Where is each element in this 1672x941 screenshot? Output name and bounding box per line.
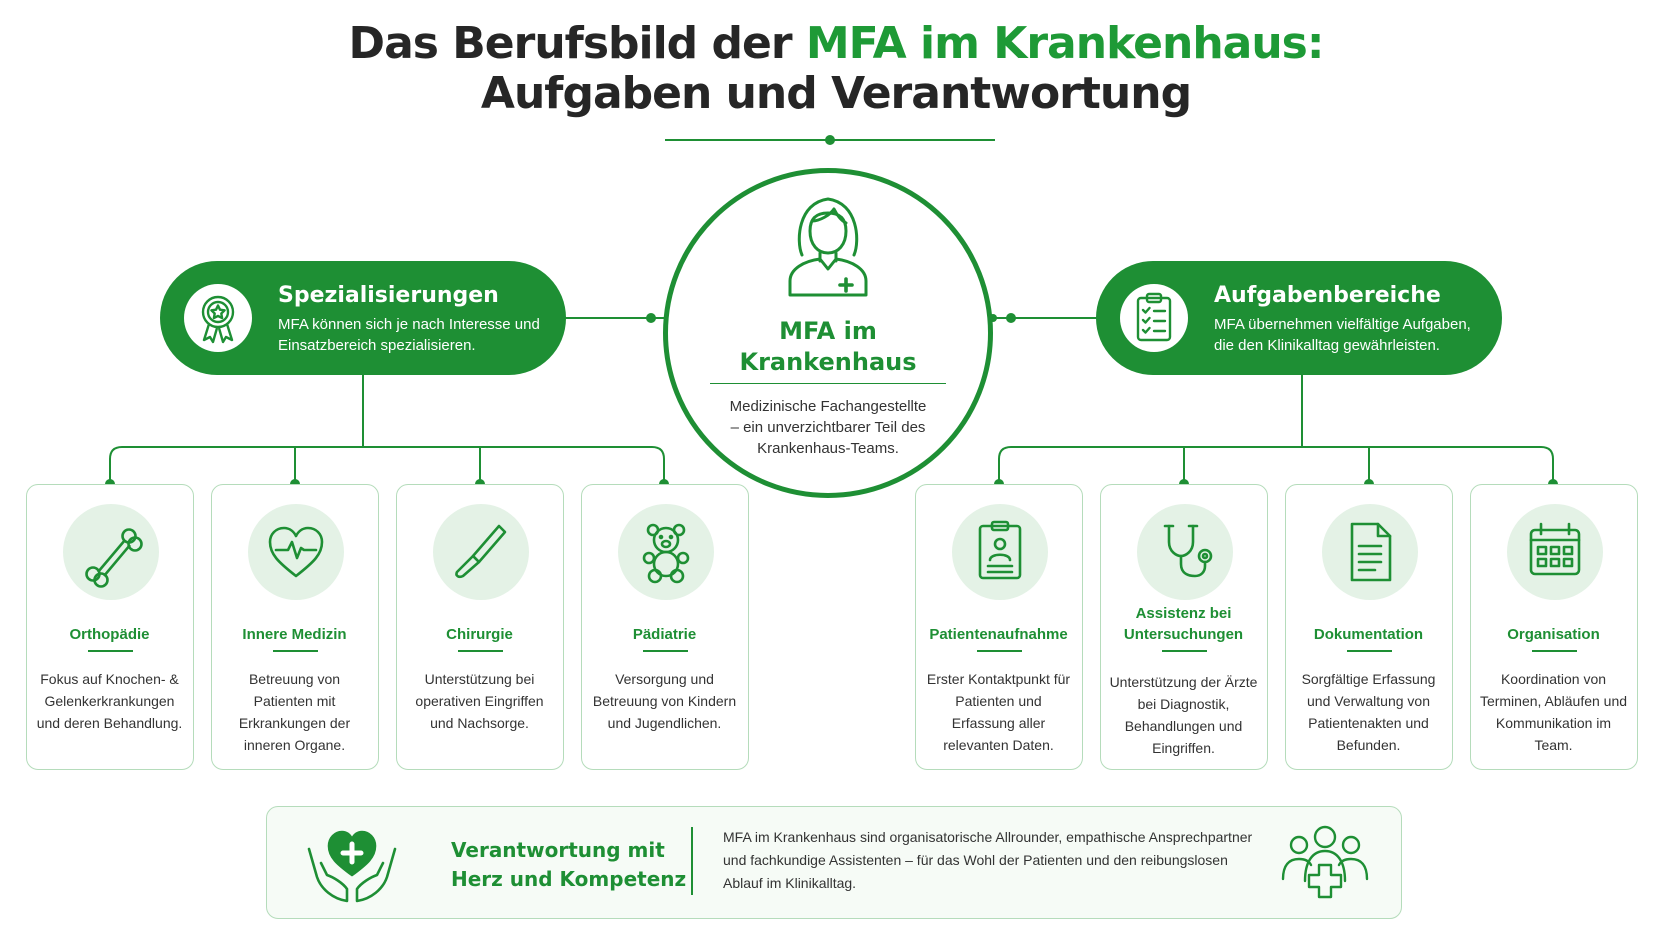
card-text: Unterstützung der Ärzte bei Diagnostik, Behandlungen und Eingriffen. xyxy=(1109,674,1258,756)
center-title xyxy=(668,316,988,378)
card-text: Unterstützung bei operativen Eingriffen und Nachsorge. xyxy=(415,671,544,731)
heart-pulse-icon xyxy=(248,504,344,600)
card-underline xyxy=(643,650,688,652)
card-underline xyxy=(1162,650,1207,652)
card-orthopaedie xyxy=(26,484,194,770)
title-highlight: MFA im Krankenhaus: xyxy=(805,18,1324,69)
banner-divider xyxy=(691,827,693,895)
tasks-header xyxy=(1096,261,1502,375)
award-icon xyxy=(184,284,252,352)
card-chirurgie xyxy=(396,484,564,770)
scalpel-icon xyxy=(433,504,529,600)
card-patientenaufnahme xyxy=(915,484,1083,770)
responsibility-banner xyxy=(266,806,1402,919)
card-assistenz xyxy=(1100,484,1268,770)
card-text: Sorgfältige Erfassung und Verwaltung von Patientenakten und Befunden. xyxy=(1301,671,1436,753)
center-title-line2: Krankenhaus xyxy=(739,348,917,376)
card-title: Assistenz bei Untersuchungen xyxy=(1123,605,1244,643)
card-title: Innere Medizin xyxy=(242,626,347,643)
tasks-title: Aufgabenbereiche xyxy=(1214,283,1441,308)
card-title: Orthopädie xyxy=(69,626,150,643)
card-underline xyxy=(273,650,318,652)
bone-icon xyxy=(63,504,159,600)
card-underline xyxy=(88,650,133,652)
card-title: Organisation xyxy=(1507,626,1600,643)
banner-title-line1: Verantwortung mit xyxy=(451,838,665,862)
card-dokumentation xyxy=(1285,484,1453,770)
heart-hands-icon xyxy=(303,819,401,909)
specializations-header xyxy=(160,261,566,375)
document-icon xyxy=(1322,504,1418,600)
patient-clipboard-icon xyxy=(952,504,1048,600)
card-text: Betreuung von Patienten mit Erkrankungen der inneren Organe. xyxy=(238,671,351,753)
tasks-text: MFA übernehmen vielfältige Aufgaben, die den Klinikalltag gewährleisten. xyxy=(1214,316,1471,354)
calendar-icon xyxy=(1507,504,1603,600)
banner-text: MFA im Krankenhaus sind organisatorische Allrounder, empathische Ansprechpartner und fachkundige Assistenten – für das Wohl der Patienten und den reibungslosen Ablauf im Klinikalltag. xyxy=(723,829,1253,891)
card-underline xyxy=(1532,650,1577,652)
card-underline xyxy=(458,650,503,652)
card-text: Fokus auf Knochen- & Gelenkerkrankungen und deren Behandlung. xyxy=(36,671,183,731)
banner-title xyxy=(451,836,686,894)
specializations-title: Spezialisierungen xyxy=(278,283,499,308)
card-text: Erster Kontaktpunkt für Patienten und Erfassung aller relevanten Daten. xyxy=(926,671,1071,753)
title-divider-dot xyxy=(825,135,835,145)
card-underline xyxy=(1347,650,1392,652)
card-organisation xyxy=(1470,484,1638,770)
medical-team-icon xyxy=(1279,821,1371,901)
card-title: Chirurgie xyxy=(446,626,513,643)
card-text: Koordination von Terminen, Abläufen und Kommunikation im Team. xyxy=(1479,671,1628,753)
card-title: Pädiatrie xyxy=(632,626,697,643)
nurse-icon xyxy=(780,191,876,301)
stethoscope-icon xyxy=(1137,504,1233,600)
card-text: Versorgung und Betreuung von Kindern und Jugendlichen. xyxy=(592,671,737,731)
center-text: Medizinische Fachangestellte – ein unverzichtbarer Teil des Krankenhaus-Teams. xyxy=(729,398,927,457)
teddy-bear-icon xyxy=(618,504,714,600)
card-title: Patientenaufnahme xyxy=(929,626,1068,643)
specializations-text: MFA können sich je nach Interesse und Einsatzbereich spezialisieren. xyxy=(278,316,540,354)
banner-title-line2: Herz und Kompetenz xyxy=(451,867,687,891)
center-divider xyxy=(710,383,946,384)
card-underline xyxy=(977,650,1022,652)
card-paediatrie xyxy=(581,484,749,770)
center-title-line1: MFA im xyxy=(779,317,877,345)
center-circle xyxy=(663,168,993,498)
card-title: Dokumentation xyxy=(1313,626,1424,643)
clipboard-checklist-icon xyxy=(1120,284,1188,352)
card-innere-medizin xyxy=(211,484,379,770)
title-part1: Das Berufsbild der xyxy=(348,18,806,69)
page-title-line2: Aufgaben und Verantwortung xyxy=(480,68,1192,119)
